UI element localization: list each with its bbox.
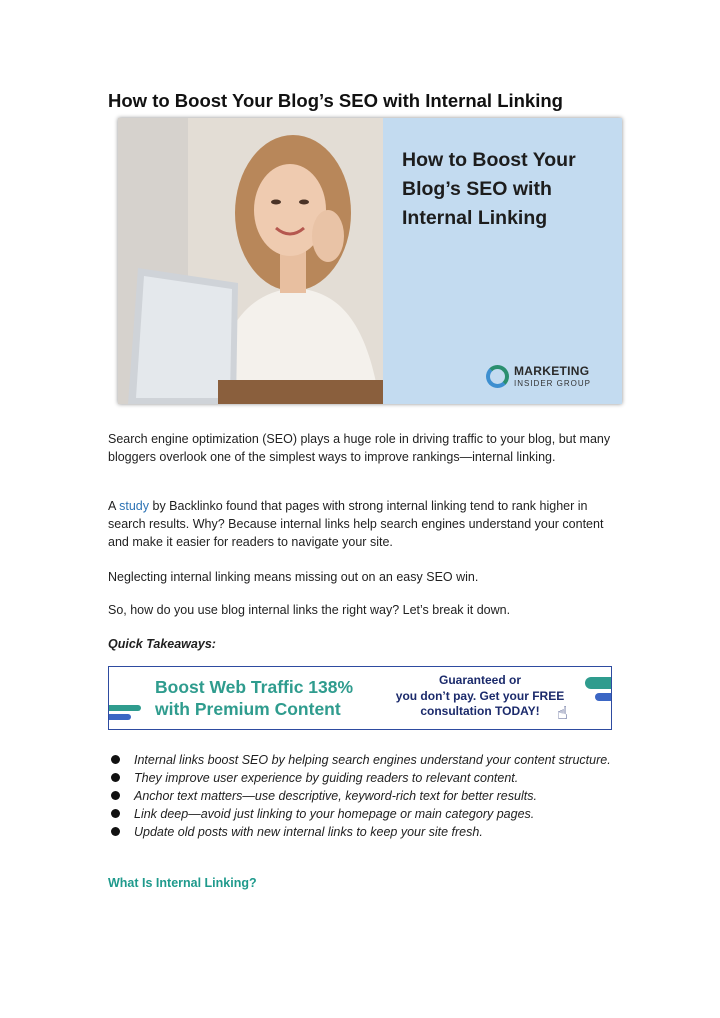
quick-takeaways-label: Quick Takeaways: [108, 637, 216, 651]
list-item: Link deep—avoid just linking to your homepage or main category pages. [108, 805, 614, 823]
list-item: They improve user experience by guiding readers to relevant content. [108, 769, 614, 787]
banner-stripe [595, 693, 612, 701]
hero-photo-woman-laptop [118, 118, 398, 404]
banner-headline: Boost Web Traffic 138% with Premium Content [155, 677, 354, 719]
list-item: Anchor text matters—use descriptive, keyword-rich text for better results. [108, 787, 614, 805]
banner-offer-text: Guaranteed or you don’t pay. Get your FREE consultation TODAY! [395, 673, 565, 718]
takeaways-list [108, 751, 614, 841]
pointing-hand-icon: ☝ [557, 703, 568, 723]
bullet-icon [111, 827, 120, 836]
banner-stripe [108, 714, 131, 720]
intro-paragraph: Search engine optimization (SEO) plays a huge role in driving traffic to your blog, but many bloggers overlook one of the simplest ways to improve rankings—internal linking. [108, 432, 611, 464]
question-paragraph: So, how do you use blog internal links the right way? Let’s break it down. [108, 603, 511, 617]
marketing-insider-group-logo: MARKETING INSIDER GROUP [486, 362, 616, 392]
list-item: Internal links boost SEO by helping search engines understand your content structure. [108, 751, 614, 769]
hero-heading: How to Boost Your Blog’s SEO with Internal Linking [402, 149, 576, 229]
banner-stripe [108, 705, 141, 711]
bullet-icon [111, 791, 120, 800]
study-paragraph: A study by Backlinko found that pages with strong internal linking tend to rank higher in search results. Why? Because internal links help search engines understand your content and make it easier for readers to navigate your site. [108, 499, 604, 549]
neglect-paragraph: Neglecting internal linking means missing out on an easy SEO win. [108, 570, 479, 584]
banner-stripe [585, 677, 612, 689]
section-heading: What Is Internal Linking? [108, 876, 257, 890]
woman-laptop-illustration [118, 118, 398, 404]
bullet-icon [111, 773, 120, 782]
logo-ring-icon [486, 365, 509, 388]
bullet-icon [111, 809, 120, 818]
list-item: Update old posts with new internal links to keep your site fresh. [108, 823, 614, 841]
study-link[interactable]: study [119, 499, 150, 513]
bullet-icon [111, 755, 120, 764]
page-title: How to Boost Your Blog’s SEO with Internal Linking [108, 90, 563, 111]
promo-banner[interactable] [108, 666, 612, 730]
hero-image [118, 118, 622, 404]
